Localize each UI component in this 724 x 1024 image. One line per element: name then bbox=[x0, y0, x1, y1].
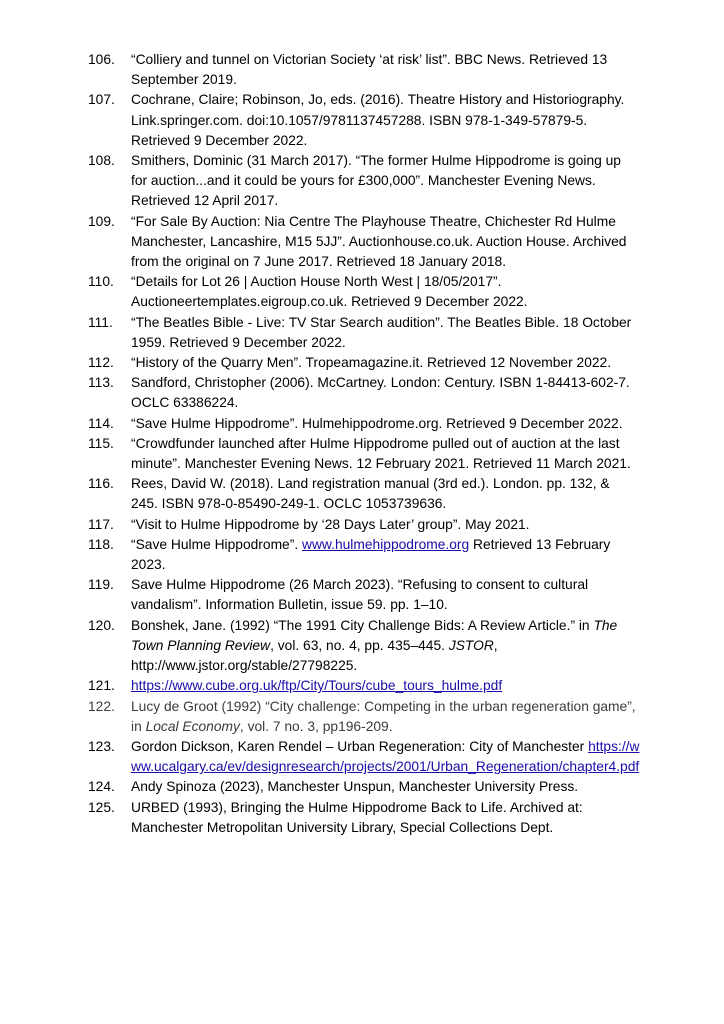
reference-number: 122. bbox=[88, 698, 115, 714]
reference-segment: “Crowdfunder launched after Hulme Hippodrome pulled out of auction at the last minute”. Manchester Evening News. 12 February 2021. Retrieved 11 March 2021. bbox=[131, 435, 631, 472]
reference-item bbox=[88, 90, 640, 151]
reference-number: 119. bbox=[88, 577, 114, 593]
reference-item bbox=[88, 434, 640, 474]
reference-segment: Save Hulme Hippodrome (26 March 2023). “Refusing to consent to cultural vandalism”. Information Bulletin, issue 59. pp. 1–10. bbox=[131, 577, 589, 613]
reference-number: 106. bbox=[88, 52, 115, 67]
reference-text bbox=[131, 616, 640, 677]
reference-segment: Cochrane, Claire; Robinson, Jo, eds. (2016). Theatre History and Historiography. Link.springer.com. doi:10.1057/9781137457288. ISBN 978-1-349-57879-5. Retrieved 9 December 2022. bbox=[131, 92, 625, 148]
reference-segment: “Details for Lot 26 | Auction House North West | 18/05/2017”. Auctioneertemplates.eigroup.co.uk. Retrieved 9 December 2022. bbox=[131, 274, 528, 310]
reference-item bbox=[88, 575, 640, 615]
reference-segment: “Save Hulme Hippodrome”. Hulmehippodrome.org. Retrieved 9 December 2022. bbox=[131, 415, 623, 431]
reference-text bbox=[131, 575, 640, 615]
reference-text bbox=[131, 272, 640, 312]
reference-number: 114. bbox=[88, 415, 114, 431]
reference-segment: Rees, David W. (2018). Land registration manual (3rd ed.). London. pp. 132, & 245. ISBN 978-0-85490-249-1. OCLC 1053739636. bbox=[131, 476, 610, 512]
reference-list bbox=[88, 50, 640, 838]
reference-segment: Lucy de Groot (1992) “City challenge: Competing in the urban regeneration game”, in bbox=[131, 698, 636, 734]
reference-link[interactable]: www.hulmehippodrome.org bbox=[302, 536, 470, 552]
reference-item bbox=[88, 373, 640, 413]
reference-text bbox=[131, 535, 640, 575]
reference-item bbox=[88, 151, 640, 212]
reference-segment: Gordon Dickson, Karen Rendel – Urban Regeneration: City of Manchester bbox=[131, 738, 589, 754]
reference-segment: Retrieved 13 February 2023. bbox=[131, 536, 611, 573]
reference-segment: “Colliery and tunnel on Victorian Society ‘at risk’ list”. BBC News. Retrieved 13 September 2019. bbox=[131, 52, 608, 88]
reference-text bbox=[131, 737, 640, 777]
reference-number: 117. bbox=[88, 516, 114, 532]
reference-italic-title: Local Economy bbox=[145, 718, 240, 734]
reference-segment: “Save Hulme Hippodrome”. bbox=[131, 536, 302, 552]
reference-item bbox=[88, 474, 640, 514]
reference-number: 125. bbox=[88, 799, 115, 815]
reference-item bbox=[88, 697, 640, 737]
reference-item bbox=[88, 515, 640, 535]
reference-number: 118. bbox=[88, 536, 114, 552]
reference-item bbox=[88, 798, 640, 838]
reference-number: 108. bbox=[88, 153, 115, 169]
reference-text bbox=[131, 777, 640, 797]
reference-item bbox=[88, 676, 640, 696]
reference-number: 124. bbox=[88, 779, 115, 795]
reference-number: 113. bbox=[88, 375, 114, 391]
reference-text bbox=[131, 414, 640, 434]
reference-segment: “The Beatles Bible - Live: TV Star Search audition”. The Beatles Bible. 18 October 1959. Retrieved 9 December 2022. bbox=[131, 314, 632, 350]
reference-text bbox=[131, 676, 640, 696]
reference-segment: “Visit to Hulme Hippodrome by ‘28 Days Later’ group”. May 2021. bbox=[131, 516, 530, 532]
reference-segment: , vol. 7 no. 3, pp196-209. bbox=[239, 718, 393, 734]
reference-number: 115. bbox=[88, 435, 114, 451]
reference-italic-title: The Town Planning Review bbox=[131, 617, 618, 653]
reference-segment: Andy Spinoza (2023), Manchester Unspun, Manchester University Press. bbox=[131, 779, 579, 795]
reference-segment: “History of the Quarry Men”. Tropeamagazine.it. Retrieved 12 November 2022. bbox=[131, 355, 612, 371]
reference-segment: , vol. 63, no. 4, pp. 435–445. bbox=[270, 637, 449, 653]
reference-number: 112. bbox=[88, 355, 114, 371]
reference-text bbox=[131, 373, 640, 413]
reference-number: 120. bbox=[88, 617, 115, 633]
reference-segment: “For Sale By Auction: Nia Centre The Playhouse Theatre, Chichester Rd Hulme Manchester, Lancashire, M15 5JJ”. Auctionhouse.co.uk. Auction House. Archived from the original on 7 June 2017. Retrieved 18 January 2018. bbox=[131, 213, 627, 270]
reference-item bbox=[88, 272, 640, 312]
reference-number: 111. bbox=[88, 314, 113, 330]
reference-item bbox=[88, 212, 640, 273]
reference-number: 109. bbox=[88, 213, 115, 229]
reference-text bbox=[131, 50, 640, 90]
reference-segment: Bonshek, Jane. (1992) “The 1991 City Challenge Bids: A Review Article.” in bbox=[131, 617, 594, 633]
reference-text bbox=[131, 313, 640, 353]
reference-text bbox=[131, 515, 640, 535]
reference-text bbox=[131, 434, 640, 474]
reference-item bbox=[88, 616, 640, 677]
reference-link[interactable]: https://www.ucalgary.ca/ev/designresearch/projects/2001/Urban_Regeneration/chapter4.pdf bbox=[131, 738, 640, 775]
reference-item bbox=[88, 50, 640, 90]
reference-item bbox=[88, 535, 640, 575]
reference-number: 110. bbox=[88, 274, 114, 290]
reference-text bbox=[131, 212, 640, 273]
reference-italic-title: JSTOR bbox=[448, 637, 494, 653]
reference-text bbox=[131, 697, 640, 737]
reference-item bbox=[88, 313, 640, 353]
reference-item bbox=[88, 737, 640, 777]
reference-number: 123. bbox=[88, 738, 115, 754]
reference-number: 116. bbox=[88, 476, 114, 492]
reference-item bbox=[88, 414, 640, 434]
reference-segment: URBED (1993), Bringing the Hulme Hippodrome Back to Life. Archived at: Manchester Metropolitan University Library, Special Collections Dept. bbox=[131, 799, 583, 835]
reference-text bbox=[131, 151, 640, 212]
reference-number: 107. bbox=[88, 92, 115, 108]
reference-item bbox=[88, 777, 640, 797]
reference-segment: , http://www.jstor.org/stable/27798225. bbox=[131, 637, 498, 674]
reference-item bbox=[88, 353, 640, 373]
reference-text bbox=[131, 90, 640, 151]
reference-text bbox=[131, 798, 640, 838]
reference-number: 121. bbox=[88, 678, 115, 694]
reference-text bbox=[131, 353, 640, 373]
reference-link[interactable]: https://www.cube.org.uk/ftp/City/Tours/cube_tours_hulme.pdf bbox=[131, 678, 503, 694]
reference-text bbox=[131, 474, 640, 514]
reference-segment: Sandford, Christopher (2006). McCartney. London: Century. ISBN 1-84413-602-7. OCLC 63386224. bbox=[131, 375, 630, 411]
reference-segment: Smithers, Dominic (31 March 2017). “The former Hulme Hippodrome is going up for auction...and it could be yours for £300,000”. Manchester Evening News. Retrieved 12 April 2017. bbox=[131, 153, 621, 209]
